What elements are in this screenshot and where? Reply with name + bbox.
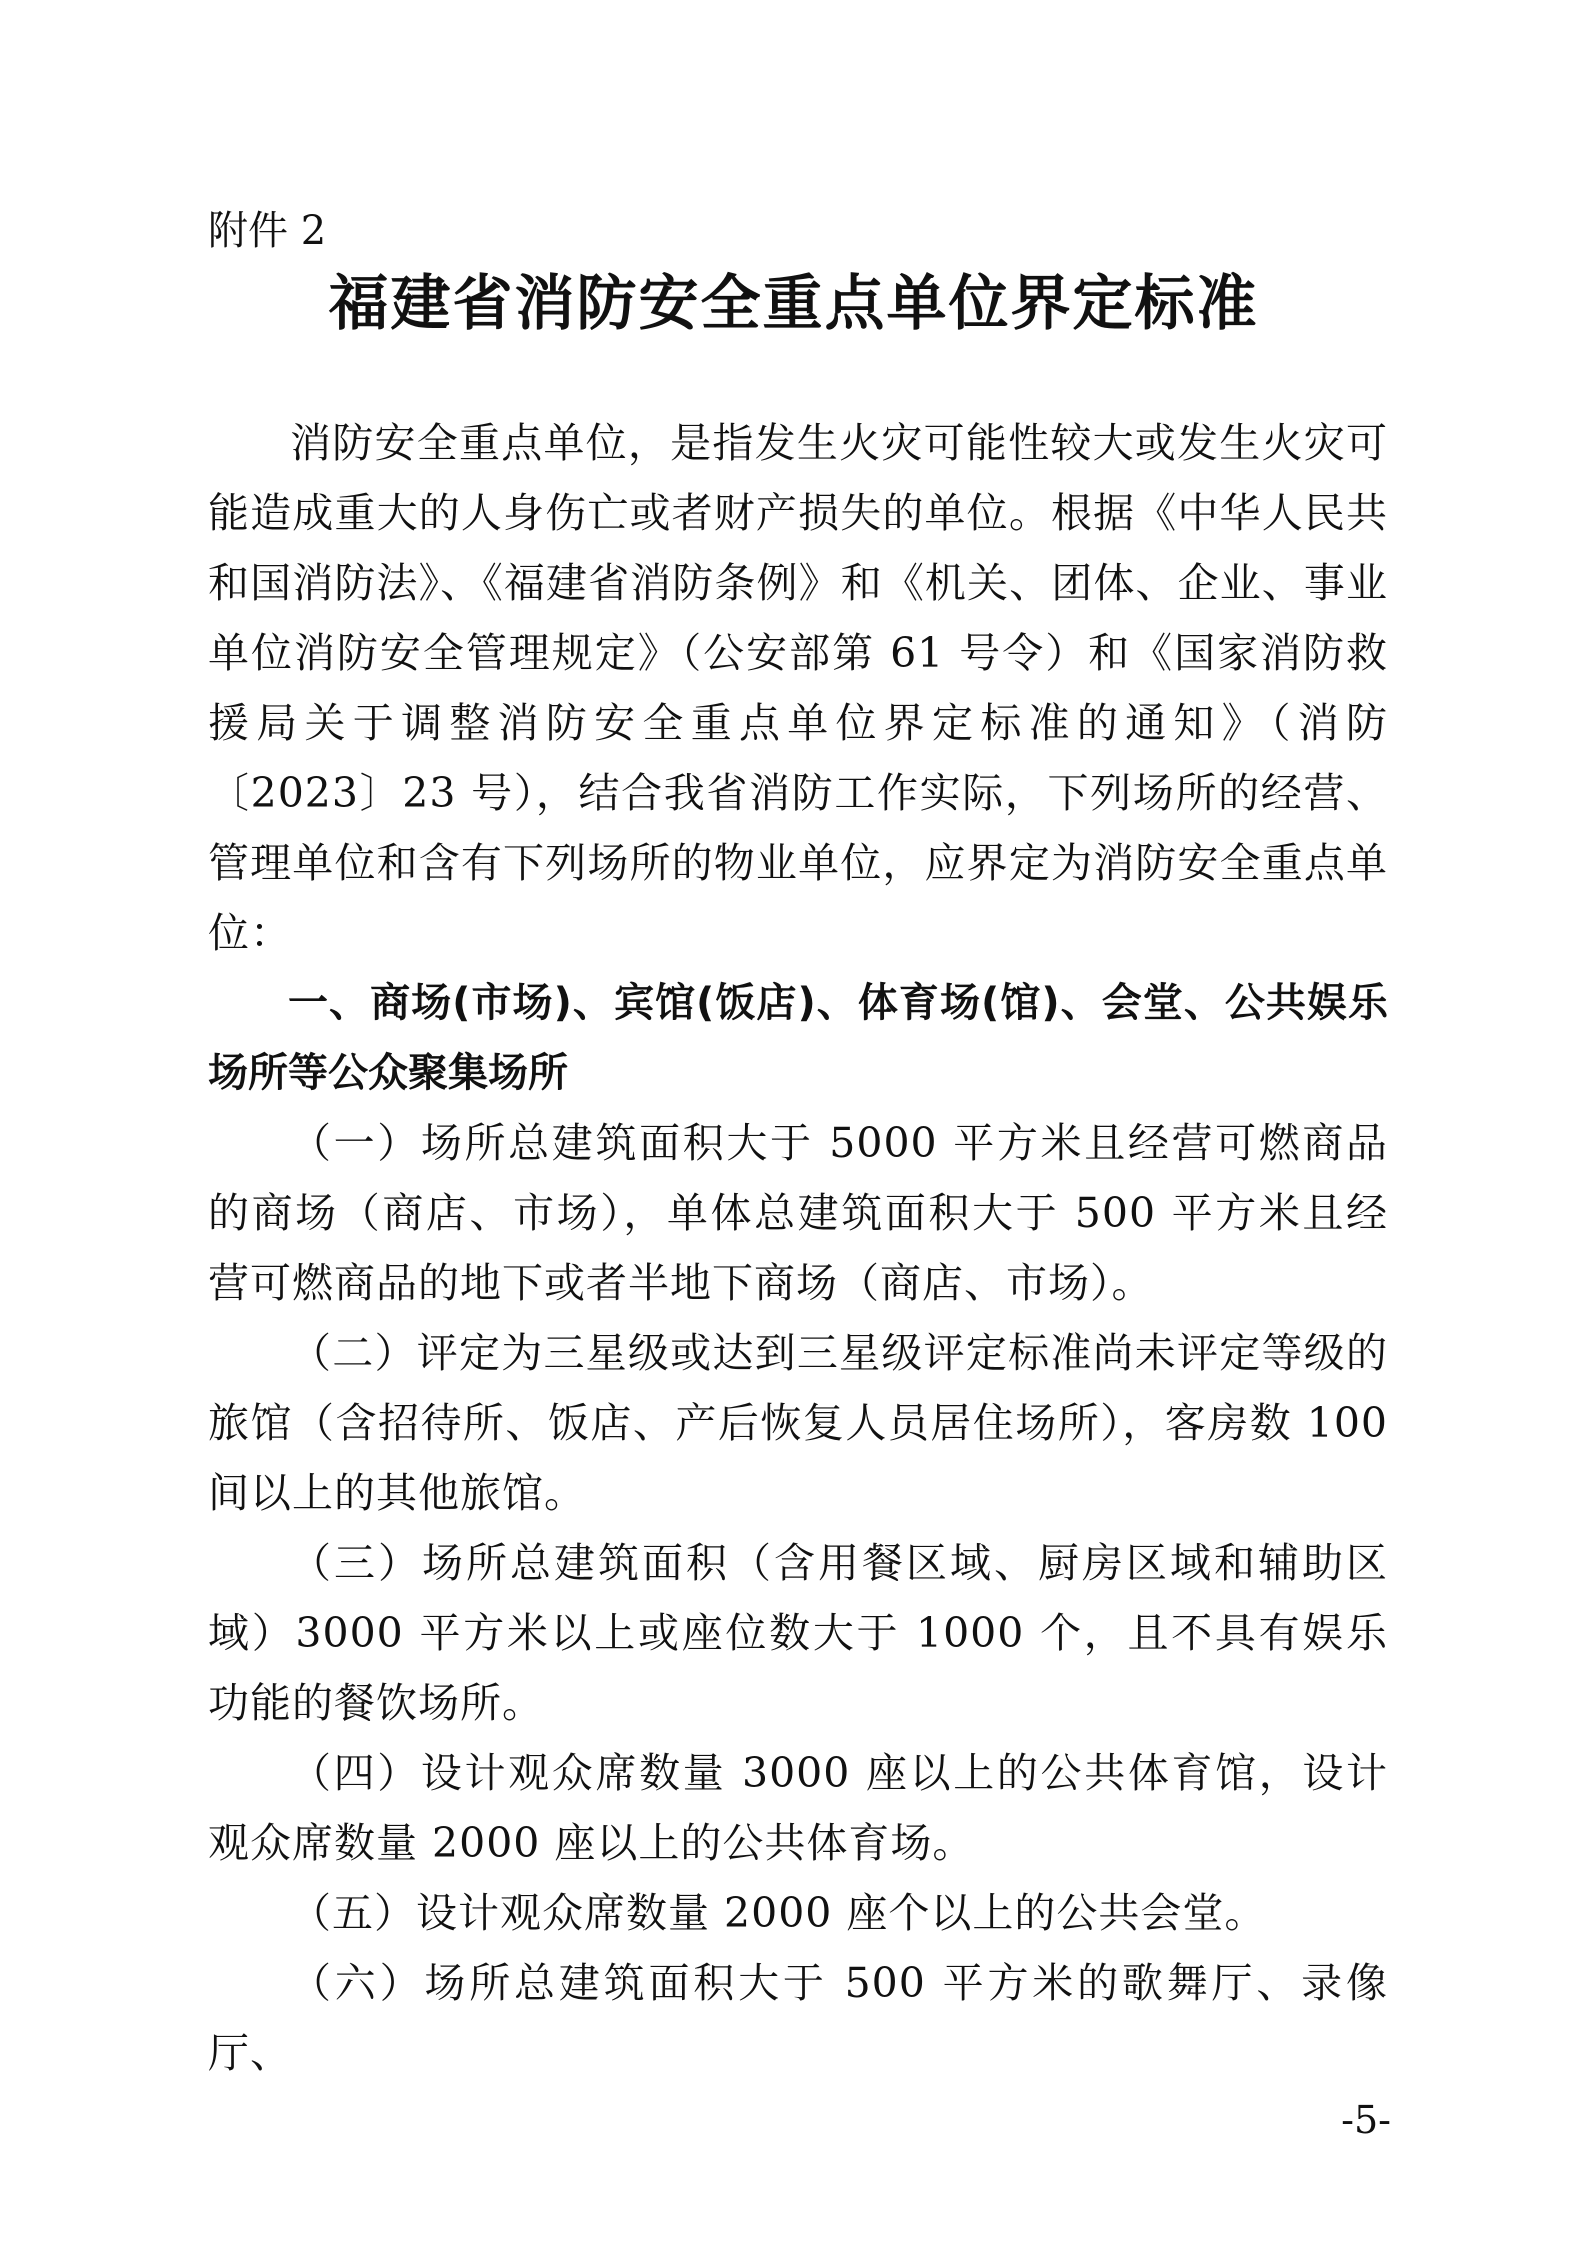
intro-paragraph: 消防安全重点单位，是指发生火灾可能性较大或发生火灾可能造成重大的人身伤亡或者财产损失的单位。根据《中华人民共和国消防法》、《福建省消防条例》和《机关、团体、企业、事业单位消防安全管理规定》（公安部第 61 号令）和《国家消防救援局关于调整消防安全重点单位界定标准的通知》（消防〔2023〕23 号），结合我省消防工作实际，下列场所的经营、管理单位和含有下列场所的物业单位，应界定为消防安全重点单位： [208, 419, 1388, 957]
list-item: （二）评定为三星级或达到三星级评定标准尚未评定等级的旅馆（含招待所、饭店、产后恢复人员居住场所），客房数 100 间以上的其他旅馆。 [208, 1329, 1388, 1517]
section-heading: 一、商场(市场)、宾馆(饭店)、体育场(馆)、会堂、公共娱乐场所等公众聚集场所 [208, 980, 1388, 1096]
list-item: （四）设计观众席数量 3000 座以上的公共体育馆，设计观众席数量 2000 座以上的公共体育场。 [208, 1749, 1388, 1867]
attachment-label: 附件 2 [208, 208, 327, 254]
document-body [208, 408, 1388, 2088]
list-item: （一）场所总建筑面积大于 5000 平方米且经营可燃商品的商场（商店、市场），单体总建筑面积大于 500 平方米且经营可燃商品的地下或者半地下商场（商店、市场）。 [208, 1119, 1388, 1307]
list-item: （六）场所总建筑面积大于 500 平方米的歌舞厅、录像厅、 [208, 1959, 1388, 2077]
document-title: 福建省消防安全重点单位界定标准 [328, 269, 1259, 339]
list-item: （五）设计观众席数量 2000 座个以上的公共会堂。 [290, 1889, 1267, 1937]
page-number: -5- [1341, 2098, 1391, 2142]
list-item: （三）场所总建筑面积（含用餐区域、厨房区域和辅助区域）3000 平方米以上或座位数大于 1000 个，且不具有娱乐功能的餐饮场所。 [208, 1539, 1388, 1727]
